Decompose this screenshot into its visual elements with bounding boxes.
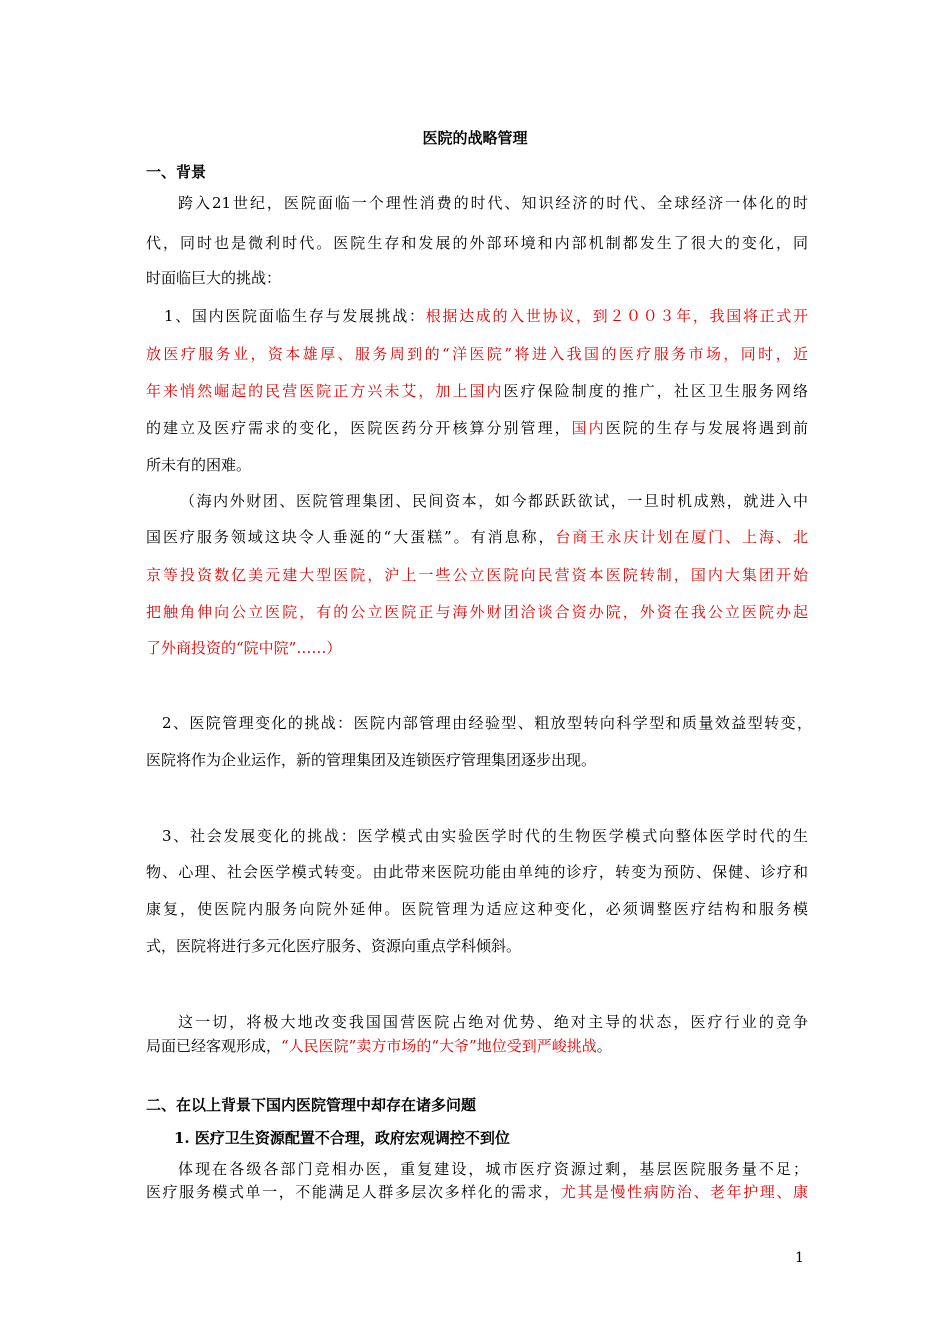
section2-line-1: 体现在各级各部门竞相办医，重复建设，城市医疗资源过剩，基层医院服务量不足；: [178, 1160, 808, 1178]
item1-highlight-1: 根据达成的入世协议，到２００３年，我国将正式开: [425, 307, 808, 325]
summary-line-2: [146, 1036, 808, 1056]
aside-line-5: 了外商投资的“院中院”……）: [146, 639, 342, 657]
page-number: 1: [795, 1250, 804, 1266]
section2-highlight: 尤其是慢性病防治、老年护理、康: [560, 1183, 808, 1201]
item1-text-3: 医疗保险制度的推广，社区卫生服务网络: [503, 382, 808, 400]
intro-line-1: 跨入21世纪，医院面临一个理性消费的时代、知识经济的时代、全球经济一体化的时: [178, 194, 808, 212]
item2-line-2: 医院将作为企业运作，新的管理集团及连锁医疗管理集团逐步出现。: [146, 751, 597, 769]
item2-line-1: 2、医院管理变化的挑战：医院内部管理由经验型、粗放型转向科学型和质量效益型转变，: [162, 714, 812, 732]
aside-line-2: [146, 527, 808, 547]
intro-line-2: 代，同时也是微利时代。医院生存和发展的外部环境和内部机制都发生了很大的变化，同: [146, 234, 808, 252]
item1-line-2: 放医疗服务业，资本雄厚、服务周到的“洋医院”将进入我国的医疗服务市场，同时，近: [146, 345, 808, 363]
aside-line-1: （海内外财团、医院管理集团、民间资本，如今都跃跃欲试，一旦时机成熟，就进入中: [180, 492, 808, 510]
item3-line-2: 物、心理、社会医学模式转变。由此带来医院功能由单纯的诊疗，转变为预防、保健、诊疗和: [146, 863, 808, 881]
section-heading-background: 一、背景: [146, 163, 207, 181]
summary-text-2a: 局面已经客观形成，: [146, 1037, 282, 1055]
summary-highlight: “人民医院”卖方市场的“大爷”地位受到严峻挑战: [281, 1037, 597, 1055]
summary-line-1: 这一切，将极大地改变我国国营医院占绝对优势、绝对主导的状态，医疗行业的竞争: [178, 1013, 808, 1031]
aside-highlight-2: 台商王永庆计划在厦门、上海、北: [555, 528, 808, 546]
item1-text-4a: 的建立及医疗需求的变化，医院医药分开核算分别管理，: [146, 419, 572, 437]
item3-line-1: 3、社会发展变化的挑战：医学模式由实验医学时代的生物医学模式向整体医学时代的生: [162, 827, 808, 845]
item1-highlight-2: 年来悄然崛起的民营医院正方兴未艾，加上国内: [146, 382, 504, 400]
section2-text-2a: 医疗服务模式单一，不能满足人群多层次多样化的需求，: [146, 1183, 561, 1201]
item3-line-3: 康复，使医院内服务向院外延伸。医院管理为适应这种变化，必须调整医疗结构和服务模: [146, 900, 808, 918]
item1-highlight-3: 国内: [571, 419, 606, 437]
aside-line-4: 把触角伸向公立医院，有的公立医院正与海外财团洽谈合资办院，外资在我公立医院办起: [146, 603, 808, 621]
item3-line-4: 式，医院将进行多元化医疗服务、资源向重点学科倾斜。: [146, 937, 522, 955]
item1-text-4c: 医院的生存与发展将遇到前: [605, 419, 808, 437]
intro-line-3: 时面临巨大的挑战：: [146, 269, 282, 287]
section2-line-2: [146, 1182, 808, 1202]
summary-text-2c: 。: [596, 1037, 612, 1055]
page-title: 医院的战略管理: [422, 129, 528, 147]
subheading-resource-allocation: 1. 医疗卫生资源配置不合理，政府宏观调控不到位: [174, 1129, 510, 1147]
item1-lead: 1、国内医院面临生存与发展挑战：: [164, 307, 426, 325]
item1-line-1: [164, 306, 808, 326]
aside-text-2a: 国医疗服务领域这块令人垂涎的“大蛋糕”。有消息称，: [146, 528, 556, 546]
section-heading-problems: 二、在以上背景下国内医院管理中却存在诸多问题: [146, 1096, 477, 1114]
item1-line-5: 所未有的困难。: [146, 456, 252, 474]
aside-line-3: 京等投资数亿美元建大型医院，沪上一些公立医院向民营资本医院转制，国内大集团开始: [146, 566, 808, 584]
item1-line-4: [146, 418, 808, 438]
item1-line-3: [146, 381, 808, 401]
